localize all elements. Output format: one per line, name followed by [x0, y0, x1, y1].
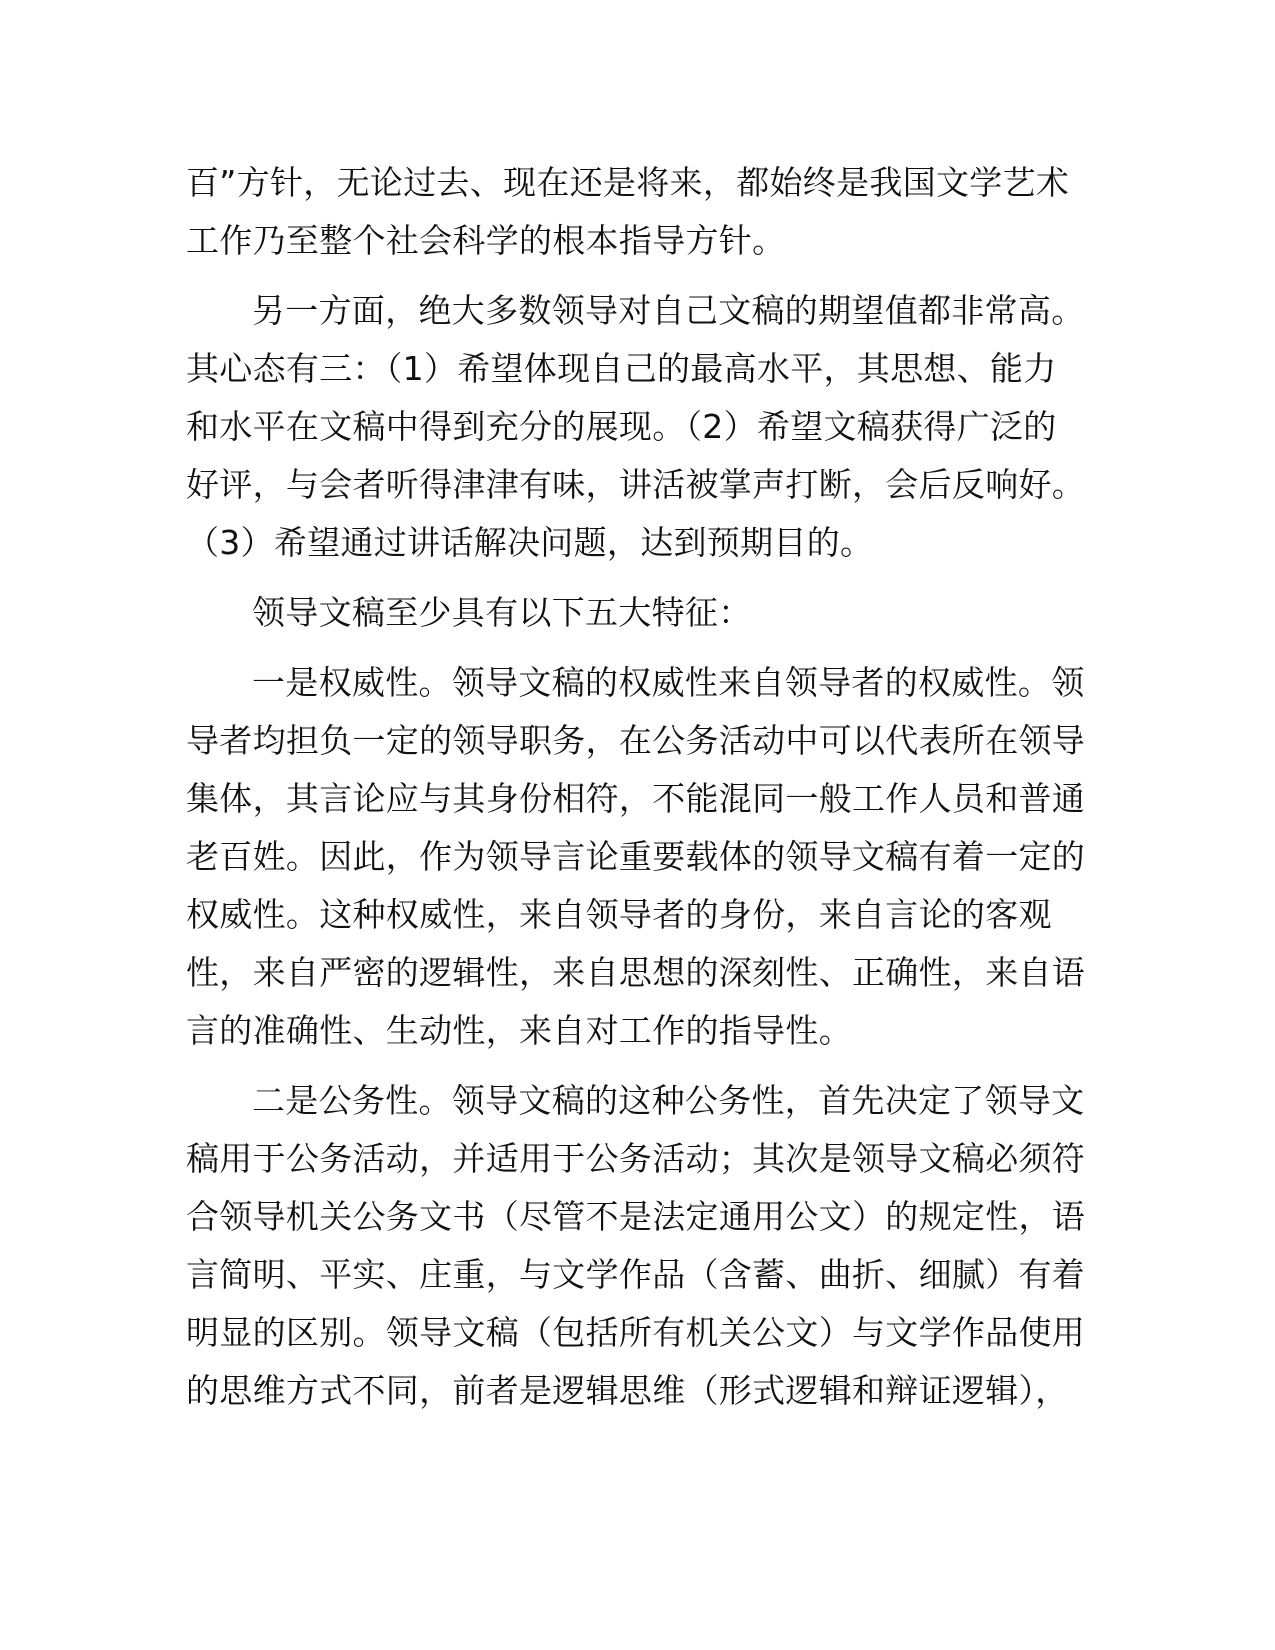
text-line: 言简明、平实、庄重，与文学作品（含蓄、曲折、细腻）有着 [186, 1255, 1086, 1294]
text-line: 明显的区别。领导文稿（包括所有机关公文）与文学作品使用 [186, 1313, 1086, 1352]
text-line: 二是公务性。领导文稿的这种公务性，首先决定了领导文 [252, 1081, 1085, 1120]
text-line: 其心态有三：（1）希望体现自己的最高水平，其思想、能力 [186, 349, 1057, 388]
text-line: 导者均担负一定的领导职务，在公务活动中可以代表所在领导 [186, 721, 1086, 760]
paragraph-5 [186, 1072, 1086, 1420]
text-line: 和水平在文稿中得到充分的展现。（2）希望文稿获得广泛的 [186, 407, 1057, 446]
text-line: （3）希望通过讲话解决问题，达到预期目的。 [186, 523, 874, 562]
text-line: 性，来自严密的逻辑性，来自思想的深刻性、正确性，来自语 [186, 953, 1086, 992]
text-line: 好评，与会者听得津津有味，讲活被掌声打断，会后反响好。 [186, 465, 1086, 504]
paragraph-1 [186, 154, 1086, 270]
text-line: 稿用于公务活动，并适用于公务活动；其次是领导文稿必须符 [186, 1139, 1086, 1178]
paragraph-2 [186, 282, 1086, 572]
text-line: 工作乃至整个社会科学的根本指导方针。 [186, 221, 786, 260]
text-line: 的思维方式不同，前者是逻辑思维（形式逻辑和辩证逻辑）， [186, 1371, 1069, 1410]
text-line: 合领导机关公务文书（尽管不是法定通用公文）的规定性，语 [186, 1197, 1086, 1236]
text-line: 言的准确性、生动性，来自对工作的指导性。 [186, 1011, 852, 1050]
text-line: 集体，其言论应与其身份相符，不能混同一般工作人员和普通 [186, 779, 1086, 818]
body-text [186, 154, 1086, 1420]
text-line: 权威性。这种权威性，来自领导者的身份，来自言论的客观 [186, 895, 1052, 934]
paragraph-4 [186, 654, 1086, 1060]
text-line: 一是权威性。领导文稿的权威性来自领导者的权威性。领 [252, 663, 1085, 702]
paragraph-3 [186, 584, 1086, 642]
text-line: 另一方面，绝大多数领导对自己文稿的期望值都非常高。 [252, 291, 1085, 330]
text-line: 百”方针，无论过去、现在还是将来，都始终是我国文学艺术 [186, 163, 1070, 202]
text-line: 领导文稿至少具有以下五大特征： [252, 593, 752, 632]
text-line: 老百姓。因此，作为领导言论重要载体的领导文稿有着一定的 [186, 837, 1086, 876]
